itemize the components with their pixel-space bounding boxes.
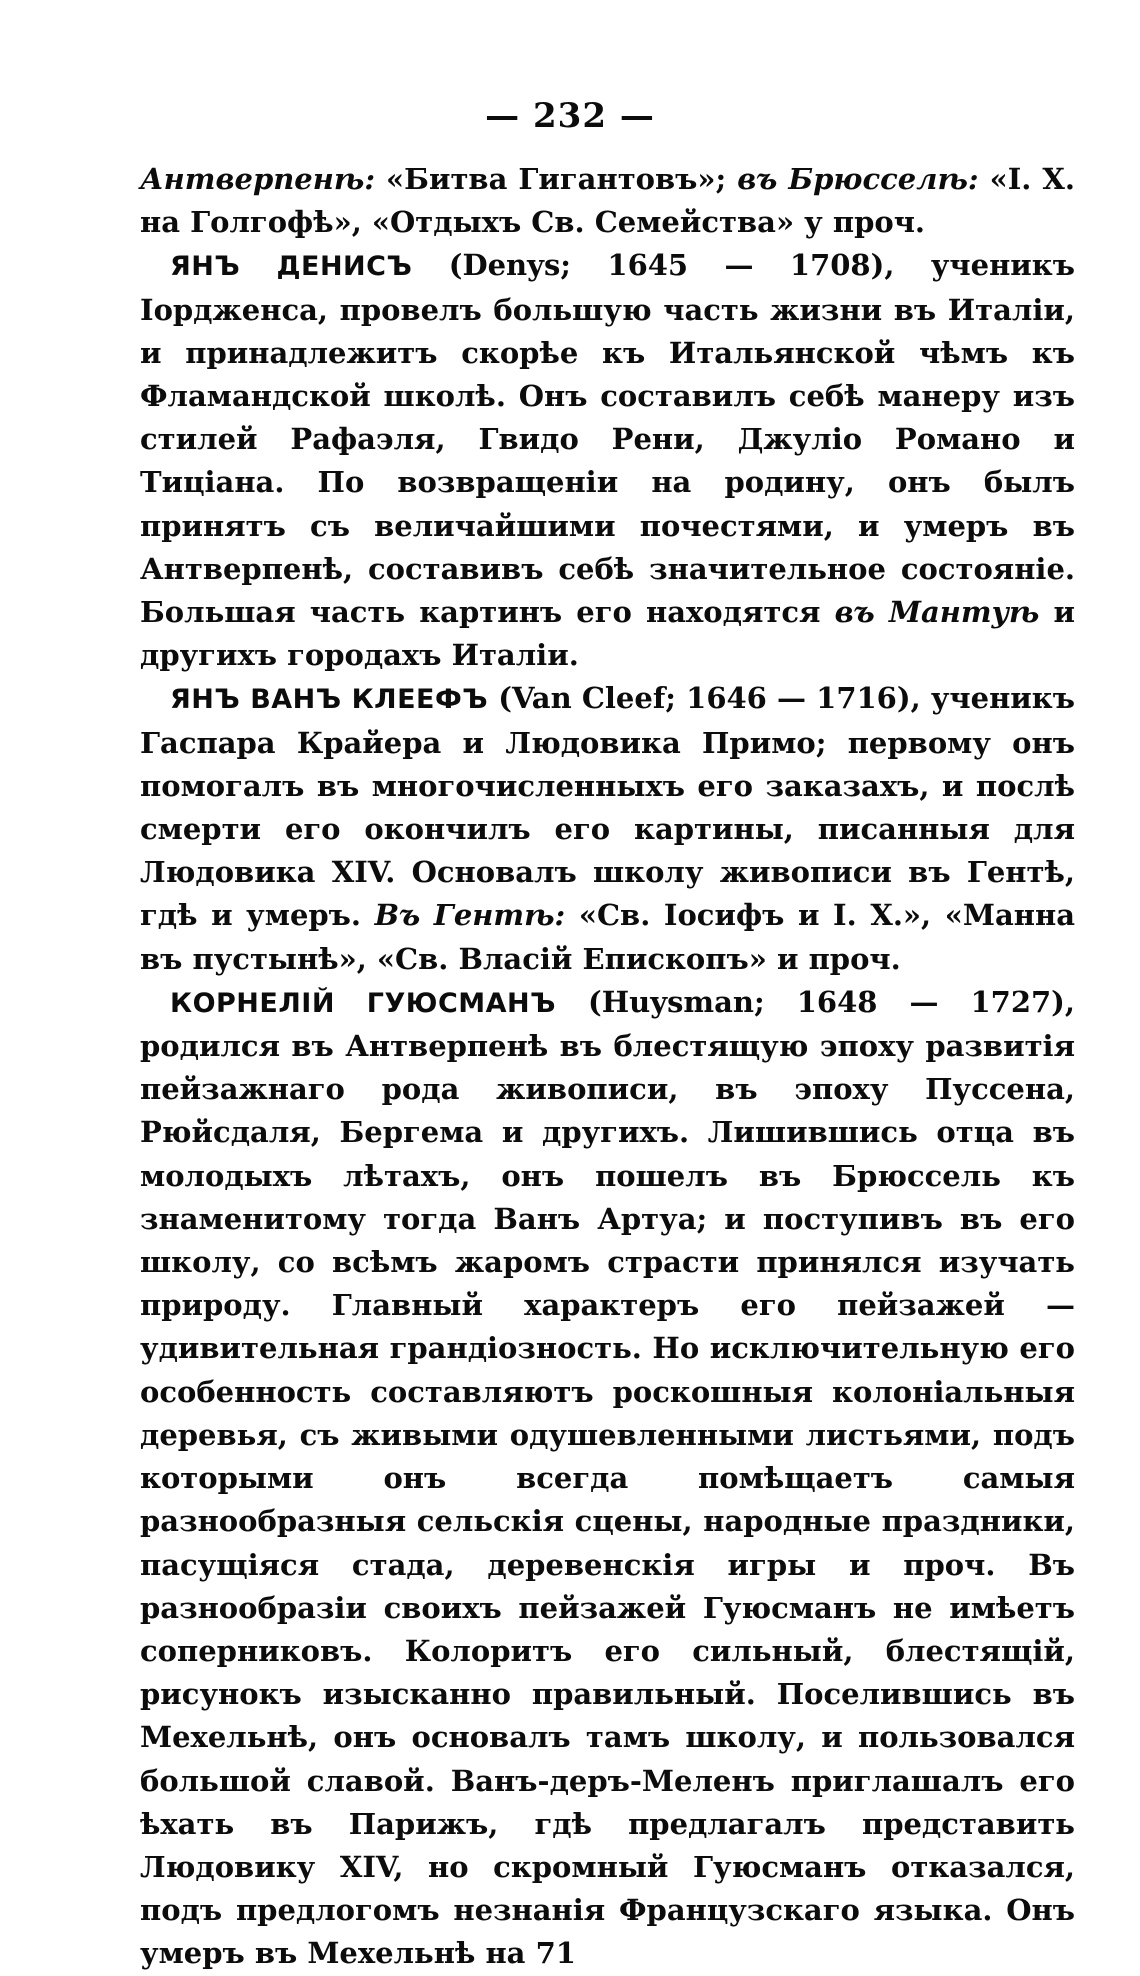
place-reference: Антверпенѣ: [140, 162, 376, 196]
paragraph-text: (Denys; 1645 — 1708), ученикъ Іордженса, провелъ большую часть жизни въ Италіи, и принадлежитъ скорѣе къ Итальянской чѣмъ къ Фламандской школѣ. Онъ составилъ себѣ манеру изъ стилей Рафаэля, Гвидо Рени, Джуліо Романо и Тиціана. По возвращеніи на родину, онъ былъ принятъ съ величайшими почестями, и умеръ въ Антверпенѣ, составивъ себѣ значительное состояніе. Большая часть картинъ его находятся [140, 248, 1075, 630]
body-text [140, 158, 1075, 1976]
paragraph-text: «І. Х. на Голгофѣ», «Отдыхъ Св. Семейства» у проч. [140, 162, 1075, 240]
paragraph-text: «Св. Іосифъ и І. Х.», «Манна въ пустынѣ», «Св. Власій Епископъ» и проч. [140, 898, 1075, 976]
place-reference: въ Мантуѣ [834, 595, 1040, 630]
place-reference: Въ Гентѣ: [374, 898, 566, 933]
paragraph-text: «Битва Гигантовъ»; [375, 162, 738, 196]
paragraph-text: (Van Cleef; 1646 — 1716), ученикъ Гаспара Крайера и Людовика Примо; первому онъ помогалъ въ многочисленныхъ его заказахъ, и послѣ смерти его окончилъ его картины, писанныя для Людовика XIV. Основалъ школу живописи въ Гентѣ, гдѣ и умеръ. [140, 681, 1075, 933]
place-reference: въ Брюсселѣ: [737, 162, 979, 196]
paragraph-text: (Huysman; 1648 — 1727), родился въ Антверпенѣ въ блестящую эпоху развитія пейзажнаго рода живописи, въ эпоху Пуссена, Рюйсдаля, Бергема и другихъ. Лишившись отца въ молодыхъ лѣтахъ, онъ пошелъ въ Брюссель къ знаменитому тогда Ванъ Артуа; и поступивъ въ его школу, со всѣмъ жаромъ страсти принялся изучать природу. Главный характеръ его пейзажей — удивительная грандіозность. Но исключительную его особенность составляютъ роскошныя колоніальныя деревья, съ живыми одушевленными листьями, подъ которыми онъ всегда помѣщаетъ самыя разнообразныя сельскія сцены, народные праздники, пасущіяся стада, деревенскія игры и проч. Въ разнообразіи своихъ пейзажей Гуюсманъ не имѣетъ соперниковъ. Колоритъ его сильный, блестящій, рисунокъ изысканно правильный. Поселившись въ Мехельнѣ, онъ основалъ тамъ школу, и пользовался большой славой. Ванъ-деръ-Меленъ приглашалъ его ѣхать въ Парижъ, гдѣ предлагалъ представить Людовику XIV, но скромный Гуюсманъ отказался, подъ предлогомъ незнанія Французскаго языка. Онъ умеръ въ Мехельнѣ на 71 [140, 984, 1076, 1971]
artist-name: ЯНЪ ВАНЪ КЛЕЕФЪ [170, 684, 489, 716]
entry-paragraph [140, 244, 1075, 677]
entry-paragraph [140, 981, 1075, 1976]
continuation-paragraph [140, 158, 1075, 244]
artist-name: ЯНЪ ДЕНИСЪ [170, 251, 413, 283]
page-number: — 232 — [485, 96, 655, 136]
paragraph-text: и другихъ городахъ Италіи. [140, 595, 1076, 673]
entry-paragraph [140, 677, 1075, 980]
artist-name: КОРНЕЛІЙ ГУЮСМАНЪ [170, 987, 557, 1019]
